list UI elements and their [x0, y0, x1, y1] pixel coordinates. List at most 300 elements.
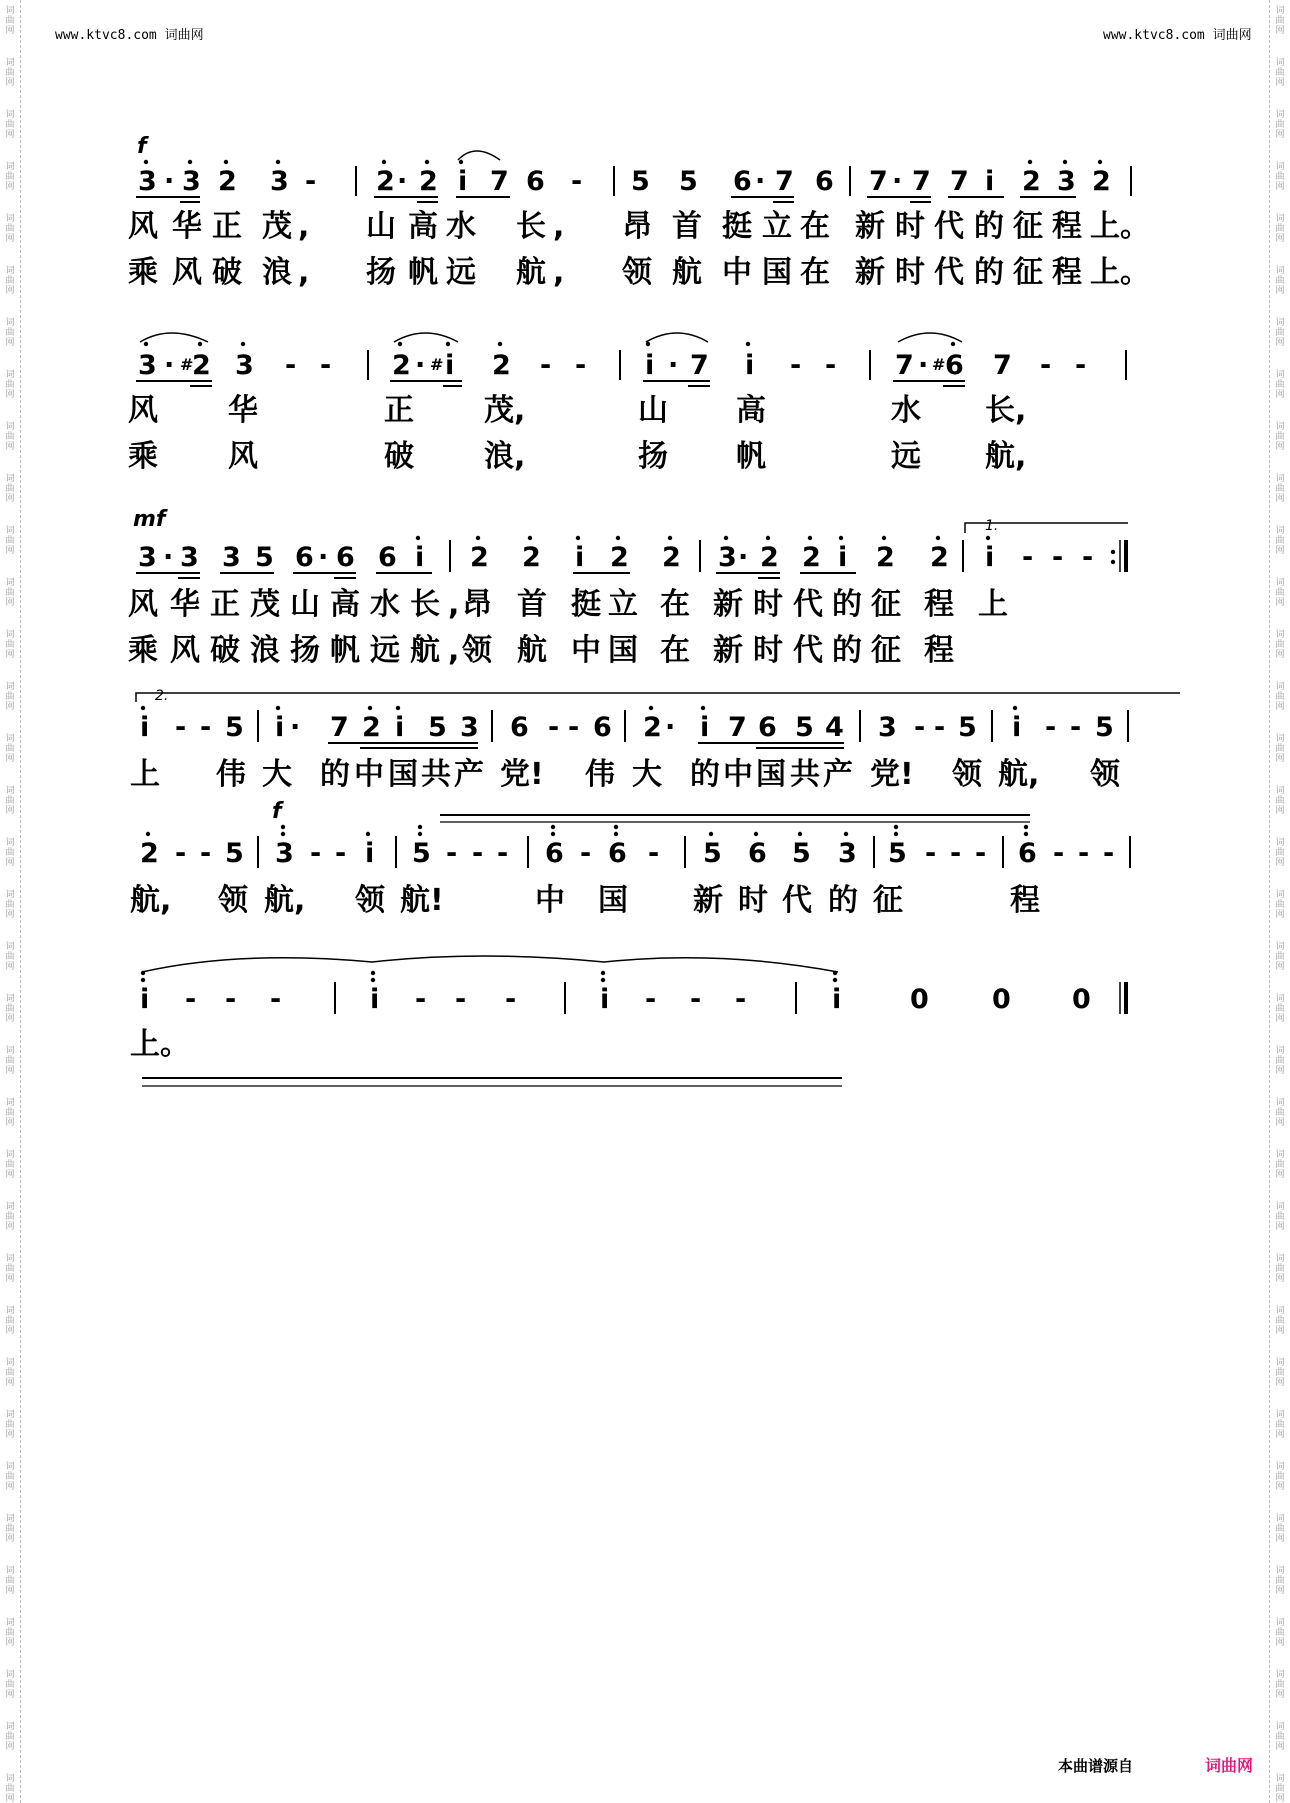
staff-row-2	[136, 333, 1126, 386]
svg-text:3: 3	[138, 542, 157, 573]
svg-text:程: 程	[1052, 255, 1082, 290]
svg-text:风: 风	[128, 393, 158, 428]
svg-text:2: 2	[610, 542, 629, 573]
staff-row-6	[140, 956, 1126, 1015]
svg-text:,: ,	[448, 633, 460, 668]
watermark-text: 词 曲 网	[1275, 1722, 1285, 1752]
svg-text:-: -	[505, 984, 517, 1015]
svg-text:上: 上	[978, 587, 1008, 622]
svg-text:i: i	[395, 712, 405, 743]
watermark-text: 词 曲 网	[5, 578, 15, 608]
svg-text:浪: 浪	[250, 633, 280, 668]
watermark-text: 词 曲 网	[1275, 994, 1285, 1024]
svg-text:5: 5	[225, 712, 244, 743]
header-left-url[interactable]: www.ktvc8.com	[55, 28, 157, 43]
svg-text:6: 6	[336, 542, 355, 573]
svg-text:共: 共	[790, 757, 820, 792]
watermark-text: 词 曲 网	[1275, 1618, 1285, 1648]
svg-text:i: i	[1012, 712, 1022, 743]
svg-text:5: 5	[888, 838, 907, 869]
svg-text:时: 时	[738, 883, 768, 918]
svg-text:i: i	[445, 350, 455, 381]
svg-text:i: i	[415, 542, 425, 573]
svg-text:程: 程	[1052, 209, 1082, 244]
svg-text:航,: 航,	[264, 883, 306, 918]
watermark-text: 词 曲 网	[5, 6, 15, 36]
svg-text:-: -	[200, 712, 212, 743]
svg-text:1.: 1.	[985, 518, 999, 534]
watermark-text: 词 曲 网	[5, 214, 15, 244]
svg-text:水: 水	[446, 209, 476, 244]
svg-text:i: i	[600, 984, 610, 1015]
svg-text:风: 风	[128, 587, 158, 622]
svg-text:国: 国	[762, 255, 792, 290]
svg-text:·: ·	[665, 712, 676, 743]
svg-text:-: -	[975, 838, 987, 869]
header-right-site: 词曲网	[1212, 28, 1252, 43]
svg-text:征: 征	[873, 883, 903, 918]
svg-text:航: 航	[516, 255, 546, 290]
svg-text:3: 3	[460, 712, 479, 743]
svg-text:i: i	[985, 166, 995, 197]
svg-text:2: 2	[419, 166, 438, 197]
svg-text:航,: 航,	[998, 757, 1040, 792]
svg-text:中: 中	[723, 757, 753, 792]
svg-text:乘: 乘	[128, 255, 158, 290]
svg-text:-: -	[270, 984, 282, 1015]
svg-text:帆: 帆	[408, 255, 438, 290]
svg-text:破: 破	[212, 255, 242, 290]
svg-text:风: 风	[172, 255, 202, 290]
svg-text:-: -	[925, 838, 937, 869]
svg-text:7: 7	[993, 350, 1012, 381]
svg-text:首: 首	[517, 587, 547, 622]
watermark-text: 词 曲 网	[5, 58, 15, 88]
watermark-text: 词 曲 网	[1275, 1254, 1285, 1284]
svg-text:-: -	[497, 838, 509, 869]
svg-text:2: 2	[492, 350, 511, 381]
svg-text:3: 3	[838, 838, 857, 869]
svg-text:3: 3	[180, 542, 199, 573]
svg-text:华: 华	[170, 587, 200, 622]
svg-text:-: -	[735, 984, 747, 1015]
svg-text:6: 6	[378, 542, 397, 573]
dynamic-mark: mf	[133, 507, 166, 532]
svg-text:-: -	[790, 350, 802, 381]
watermark-text: 词 曲 网	[1275, 6, 1285, 36]
svg-text:航: 航	[672, 255, 702, 290]
watermark-text: 词 曲 网	[5, 1514, 15, 1544]
svg-text:6: 6	[510, 712, 529, 743]
svg-text:5: 5	[792, 838, 811, 869]
svg-text:-: -	[580, 838, 592, 869]
svg-text:乘: 乘	[128, 439, 158, 474]
svg-text:程: 程	[1010, 883, 1040, 918]
svg-text:-: -	[571, 166, 583, 197]
svg-text:代: 代	[934, 209, 964, 244]
svg-text:-: -	[690, 984, 702, 1015]
watermark-text: 词 曲 网	[5, 318, 15, 348]
svg-text:6: 6	[593, 712, 612, 743]
watermark-text: 词 曲 网	[5, 1098, 15, 1128]
volta-2	[136, 688, 1180, 704]
svg-text:2: 2	[218, 166, 237, 197]
svg-text:·: ·	[892, 166, 903, 197]
svg-text:6: 6	[945, 350, 964, 381]
svg-text:0: 0	[1072, 984, 1091, 1015]
svg-text:远: 远	[891, 439, 921, 474]
svg-text:i: i	[370, 984, 380, 1015]
svg-text:3: 3	[275, 838, 294, 869]
svg-text:2: 2	[662, 542, 681, 573]
svg-text:-: -	[455, 984, 467, 1015]
watermark-text: 词 曲 网	[5, 1670, 15, 1700]
svg-text:-: -	[1075, 350, 1087, 381]
watermark-text: 词 曲 网	[5, 994, 15, 1024]
svg-text:·: ·	[164, 166, 175, 197]
svg-text:5: 5	[958, 712, 977, 743]
svg-text:-: -	[575, 350, 587, 381]
svg-text:昂: 昂	[462, 587, 492, 622]
svg-text:-: -	[310, 838, 322, 869]
watermark-text: 词 曲 网	[5, 786, 15, 816]
svg-text:领: 领	[1090, 757, 1120, 792]
staff-row-5	[140, 825, 1130, 869]
footer-brand-link[interactable]: 词曲网	[1205, 1756, 1254, 1775]
svg-text:·: ·	[163, 542, 174, 573]
svg-text:-: -	[305, 166, 317, 197]
svg-text:-: -	[1045, 712, 1057, 743]
svg-text:的: 的	[320, 757, 350, 792]
svg-text:伟: 伟	[585, 757, 615, 792]
lyrics-row-2b	[128, 439, 1026, 474]
svg-text:5: 5	[679, 166, 698, 197]
staff-row-1	[136, 151, 1131, 202]
svg-text:产: 产	[454, 757, 484, 792]
svg-text:上。: 上。	[1090, 255, 1150, 290]
svg-text:挺: 挺	[571, 587, 601, 622]
svg-text:-: -	[568, 712, 580, 743]
watermark-text: 词 曲 网	[1275, 1410, 1285, 1440]
svg-text:征: 征	[871, 587, 901, 622]
svg-text:·: ·	[318, 542, 329, 573]
svg-text:7: 7	[895, 350, 914, 381]
dynamic-mark: f	[272, 799, 282, 824]
svg-text:国: 国	[388, 757, 418, 792]
svg-text:中: 中	[722, 255, 752, 290]
svg-text:远: 远	[370, 633, 400, 668]
svg-text:-: -	[540, 350, 552, 381]
svg-text:i: i	[832, 984, 842, 1015]
watermark-text: 词 曲 网	[1275, 890, 1285, 920]
svg-text:-: -	[472, 838, 484, 869]
svg-text:时: 时	[895, 255, 925, 290]
svg-text:7: 7	[690, 350, 709, 381]
svg-text:时: 时	[895, 209, 925, 244]
svg-text:立: 立	[762, 209, 792, 244]
svg-text:i: i	[700, 712, 710, 743]
svg-text:高: 高	[330, 587, 360, 622]
svg-text:帆: 帆	[330, 633, 360, 668]
svg-text:新: 新	[855, 255, 885, 290]
svg-text:浪: 浪	[262, 255, 292, 290]
svg-text:5: 5	[428, 712, 447, 743]
svg-text:风: 风	[170, 633, 200, 668]
svg-text:i: i	[745, 350, 755, 381]
svg-text:2: 2	[1022, 166, 1041, 197]
svg-text:代: 代	[934, 255, 964, 290]
svg-text:i: i	[365, 838, 375, 869]
watermark-text: 词 曲 网	[5, 1150, 15, 1180]
watermark-text: 词 曲 网	[1275, 1358, 1285, 1388]
svg-text:·: ·	[290, 712, 301, 743]
svg-text:国: 国	[756, 757, 786, 792]
svg-text:,: ,	[553, 209, 565, 244]
svg-text:,: ,	[298, 255, 310, 290]
svg-text:·: ·	[755, 166, 766, 197]
svg-text:7: 7	[950, 166, 969, 197]
svg-text:2: 2	[760, 542, 779, 573]
svg-text:-: -	[320, 350, 332, 381]
svg-text:2: 2	[192, 350, 211, 381]
svg-text:,: ,	[553, 255, 565, 290]
svg-text:2: 2	[362, 712, 381, 743]
watermark-text: 词 曲 网	[5, 1566, 15, 1596]
svg-text:中: 中	[354, 757, 384, 792]
svg-text:征: 征	[1013, 255, 1043, 290]
svg-text:6: 6	[758, 712, 777, 743]
watermark-text: 词 曲 网	[1275, 370, 1285, 400]
svg-text:的: 的	[828, 883, 858, 918]
svg-text:i: i	[575, 542, 585, 573]
svg-text:上: 上	[130, 757, 160, 792]
svg-text:茂: 茂	[250, 587, 280, 622]
svg-text:在: 在	[660, 633, 690, 668]
svg-text:·: ·	[668, 350, 679, 381]
svg-text:6: 6	[733, 166, 752, 197]
svg-text:-: -	[1053, 838, 1065, 869]
svg-text:-: -	[200, 838, 212, 869]
svg-text:·: ·	[918, 350, 929, 381]
svg-text:长: 长	[516, 209, 546, 244]
svg-text:征: 征	[871, 633, 901, 668]
svg-text:航: 航	[410, 633, 440, 668]
svg-text:首: 首	[672, 209, 702, 244]
watermark-text: 词 曲 网	[1275, 1098, 1285, 1128]
svg-text:5: 5	[703, 838, 722, 869]
svg-text:-: -	[415, 984, 427, 1015]
svg-text:领: 领	[355, 883, 385, 918]
svg-text:茂: 茂	[262, 209, 292, 244]
watermark-text: 词 曲 网	[1275, 1774, 1285, 1803]
watermark-text: 词 曲 网	[5, 110, 15, 140]
svg-text:中: 中	[535, 883, 565, 918]
watermark-text: 词 曲 网	[1275, 1306, 1285, 1336]
watermark-text: 词 曲 网	[1275, 1514, 1285, 1544]
svg-text:7: 7	[869, 166, 888, 197]
svg-text:时: 时	[753, 633, 783, 668]
svg-text:#: #	[180, 355, 194, 374]
watermark-text: 词 曲 网	[1275, 630, 1285, 660]
svg-text:在: 在	[660, 587, 690, 622]
svg-text:·: ·	[415, 350, 426, 381]
watermark-text: 词 曲 网	[5, 162, 15, 192]
svg-text:远: 远	[446, 255, 476, 290]
svg-text:6: 6	[1018, 838, 1037, 869]
svg-text:破: 破	[210, 633, 240, 668]
watermark-text: 词 曲 网	[1275, 474, 1285, 504]
svg-text:正: 正	[210, 587, 240, 622]
svg-text:5: 5	[631, 166, 650, 197]
header-right-url[interactable]: www.ktvc8.com	[1103, 28, 1205, 43]
svg-text:乘: 乘	[128, 633, 158, 668]
watermark-text: 词 曲 网	[1275, 526, 1285, 556]
svg-text:的: 的	[974, 255, 1004, 290]
svg-text:2: 2	[802, 542, 821, 573]
svg-text:浪,: 浪,	[484, 439, 526, 474]
svg-text:5: 5	[1095, 712, 1114, 743]
watermark-text: 词 曲 网	[1275, 682, 1285, 712]
svg-text:大: 大	[632, 757, 662, 792]
svg-text:·: ·	[738, 542, 749, 573]
svg-text:·: ·	[397, 166, 408, 197]
watermark-text: 词 曲 网	[5, 1046, 15, 1076]
svg-text:-: -	[1022, 542, 1034, 573]
watermark-text: 词 曲 网	[1275, 1202, 1285, 1232]
svg-text:7: 7	[728, 712, 747, 743]
svg-text:-: -	[1078, 838, 1090, 869]
svg-text:代: 代	[793, 633, 823, 668]
svg-text:长,: 长,	[985, 393, 1027, 428]
svg-text:山: 山	[638, 393, 668, 428]
staff-row-3	[136, 536, 1126, 578]
svg-text:i: i	[645, 350, 655, 381]
svg-text:昂: 昂	[622, 209, 652, 244]
svg-text:领: 领	[952, 757, 982, 792]
svg-text:帆: 帆	[736, 439, 766, 474]
svg-text:上。: 上。	[1090, 209, 1150, 244]
volta-1	[965, 518, 1128, 534]
lyrics-row-3a	[128, 587, 1008, 622]
svg-text:-: -	[648, 838, 660, 869]
watermark-text: 词 曲 网	[1275, 1046, 1285, 1076]
svg-text:领: 领	[462, 633, 492, 668]
svg-text:2.: 2.	[155, 688, 169, 704]
svg-text:3: 3	[235, 350, 254, 381]
watermark-text: 词 曲 网	[1275, 162, 1285, 192]
watermark-text: 词 曲 网	[1275, 422, 1285, 452]
svg-text:,: ,	[298, 209, 310, 244]
svg-text:立: 立	[608, 587, 638, 622]
svg-text:2: 2	[876, 542, 895, 573]
svg-text:航,: 航,	[130, 883, 172, 918]
svg-text:,: ,	[448, 587, 460, 622]
svg-text:i: i	[985, 542, 995, 573]
svg-text:代: 代	[793, 587, 823, 622]
watermark-text: 词 曲 网	[1275, 786, 1285, 816]
watermark-text: 词 曲 网	[1275, 58, 1285, 88]
svg-text:征: 征	[1013, 209, 1043, 244]
svg-text:0: 0	[992, 984, 1011, 1015]
svg-text:风: 风	[228, 439, 258, 474]
svg-text:水: 水	[891, 393, 921, 428]
svg-text:3: 3	[1057, 166, 1076, 197]
lyrics-row-5	[130, 883, 1040, 918]
svg-text:在: 在	[800, 255, 830, 290]
svg-text:2: 2	[643, 712, 662, 743]
svg-text:6: 6	[748, 838, 767, 869]
svg-text:2: 2	[392, 350, 411, 381]
lyrics-row-1b	[128, 255, 1150, 290]
svg-text:扬: 扬	[638, 439, 668, 474]
watermark-text: 词 曲 网	[5, 1774, 15, 1803]
svg-text:-: -	[1103, 838, 1115, 869]
svg-text:3: 3	[182, 166, 201, 197]
watermark-text: 词 曲 网	[1275, 838, 1285, 868]
watermark-text: 词 曲 网	[5, 1202, 15, 1232]
watermark-text: 词 曲 网	[1275, 110, 1285, 140]
svg-text:的: 的	[690, 757, 720, 792]
staff-row-4	[140, 706, 1128, 748]
svg-text:山: 山	[366, 209, 396, 244]
svg-text:2: 2	[1092, 166, 1111, 197]
svg-text:长: 长	[410, 587, 440, 622]
svg-text:-: -	[548, 712, 560, 743]
watermark-text: 词 曲 网	[5, 1358, 15, 1388]
svg-text:2: 2	[470, 542, 489, 573]
svg-text:2: 2	[376, 166, 395, 197]
lyrics-row-2a	[128, 393, 1026, 428]
watermark-text: 词 曲 网	[5, 1618, 15, 1648]
svg-text:3: 3	[270, 166, 289, 197]
svg-text:-: -	[285, 350, 297, 381]
svg-text:i: i	[458, 166, 468, 197]
watermark-text: 词 曲 网	[5, 1410, 15, 1440]
svg-text:风: 风	[128, 209, 158, 244]
watermark-text: 词 曲 网	[1275, 734, 1285, 764]
svg-text:2: 2	[140, 838, 159, 869]
watermark-text: 词 曲 网	[5, 1306, 15, 1336]
header-left-site: 词曲网	[164, 28, 204, 43]
watermark-text: 词 曲 网	[5, 942, 15, 972]
svg-text:时: 时	[753, 587, 783, 622]
svg-text:新: 新	[855, 209, 885, 244]
svg-text:5: 5	[412, 838, 431, 869]
svg-text:-: -	[175, 838, 187, 869]
svg-text:-: -	[1070, 712, 1082, 743]
svg-text:3: 3	[138, 166, 157, 197]
lyrics-row-3b	[128, 633, 954, 668]
svg-text:-: -	[225, 984, 237, 1015]
svg-text:产: 产	[823, 757, 853, 792]
svg-text:中: 中	[571, 633, 601, 668]
watermark-text: 词 曲 网	[1275, 214, 1285, 244]
svg-text:4: 4	[825, 712, 844, 743]
svg-text:5: 5	[225, 838, 244, 869]
watermark-text: 词 曲 网	[1275, 942, 1285, 972]
svg-text:国: 国	[598, 883, 628, 918]
svg-text:-: -	[645, 984, 657, 1015]
svg-text:正: 正	[384, 393, 414, 428]
svg-text:国: 国	[608, 633, 638, 668]
svg-text:-: -	[1040, 350, 1052, 381]
svg-text:-: -	[446, 838, 458, 869]
svg-text:的: 的	[832, 633, 862, 668]
svg-text:挺: 挺	[722, 209, 752, 244]
watermark-text: 词 曲 网	[1275, 1670, 1285, 1700]
watermark-text: 词 曲 网	[5, 422, 15, 452]
watermark-text: 词 曲 网	[5, 370, 15, 400]
